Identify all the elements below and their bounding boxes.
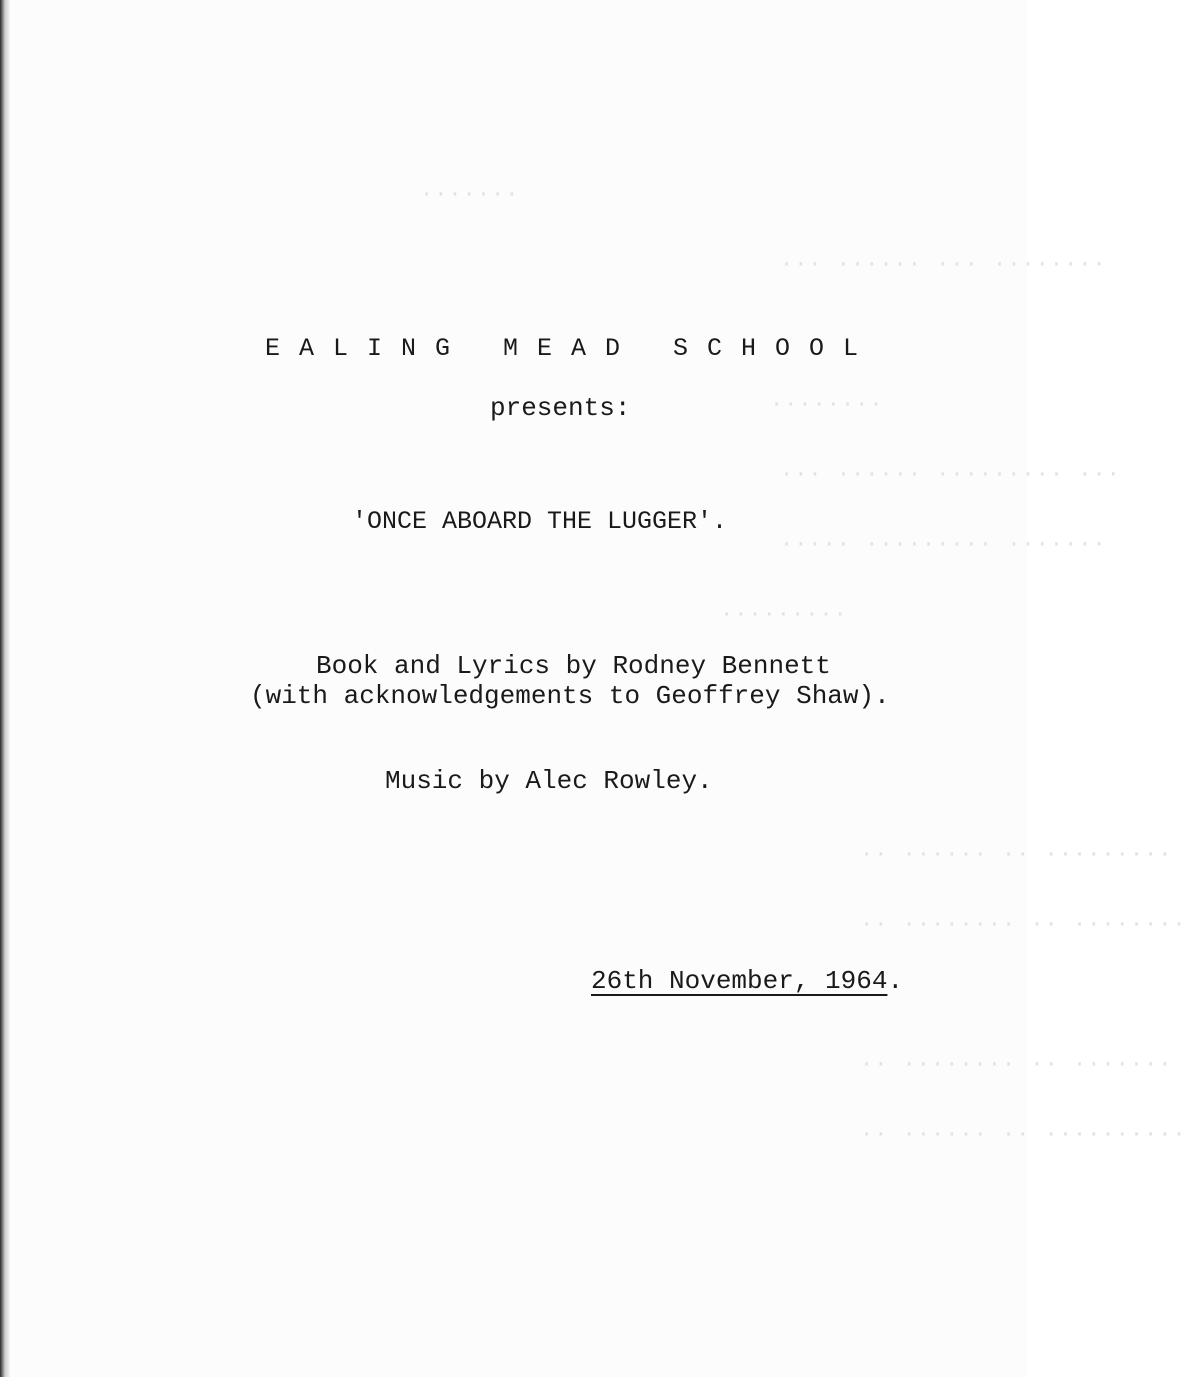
- show-through-mark: ·· ········ ·· ········: [860, 912, 1187, 937]
- book-and-lyrics-credit: Book and Lyrics by Rodney Bennett: [316, 651, 831, 681]
- music-credit: Music by Alec Rowley.: [385, 766, 713, 796]
- performance-date-terminator: .: [887, 966, 904, 996]
- show-through-mark: ·· ········ ·· ·······: [860, 1052, 1173, 1077]
- show-through-mark: ········: [770, 392, 884, 417]
- production-title: 'ONCE ABOARD THE LUGGER'.: [352, 507, 728, 536]
- performance-date: [591, 966, 903, 996]
- school-name: EALING MEAD SCHOOL: [265, 334, 878, 363]
- show-through-mark: ····· ········· ·······: [780, 532, 1107, 557]
- show-through-mark: ·· ······ ·· ··········: [860, 1122, 1187, 1147]
- acknowledgements-credit: (with acknowledgements to Geoffrey Shaw).: [250, 681, 890, 711]
- show-through-mark: ·······: [420, 182, 520, 207]
- show-through-mark: ·········: [720, 602, 848, 627]
- performance-date-text: 26th November, 1964: [591, 966, 888, 996]
- show-through-mark: ·· ······ ·· ·········: [860, 842, 1173, 867]
- presents-line: presents:: [490, 393, 631, 423]
- show-through-mark: ··· ······ ··· ········: [780, 252, 1107, 277]
- show-through-mark: ··· ······ ········· ···: [780, 462, 1121, 487]
- paper-edge-shadow: [0, 0, 10, 1377]
